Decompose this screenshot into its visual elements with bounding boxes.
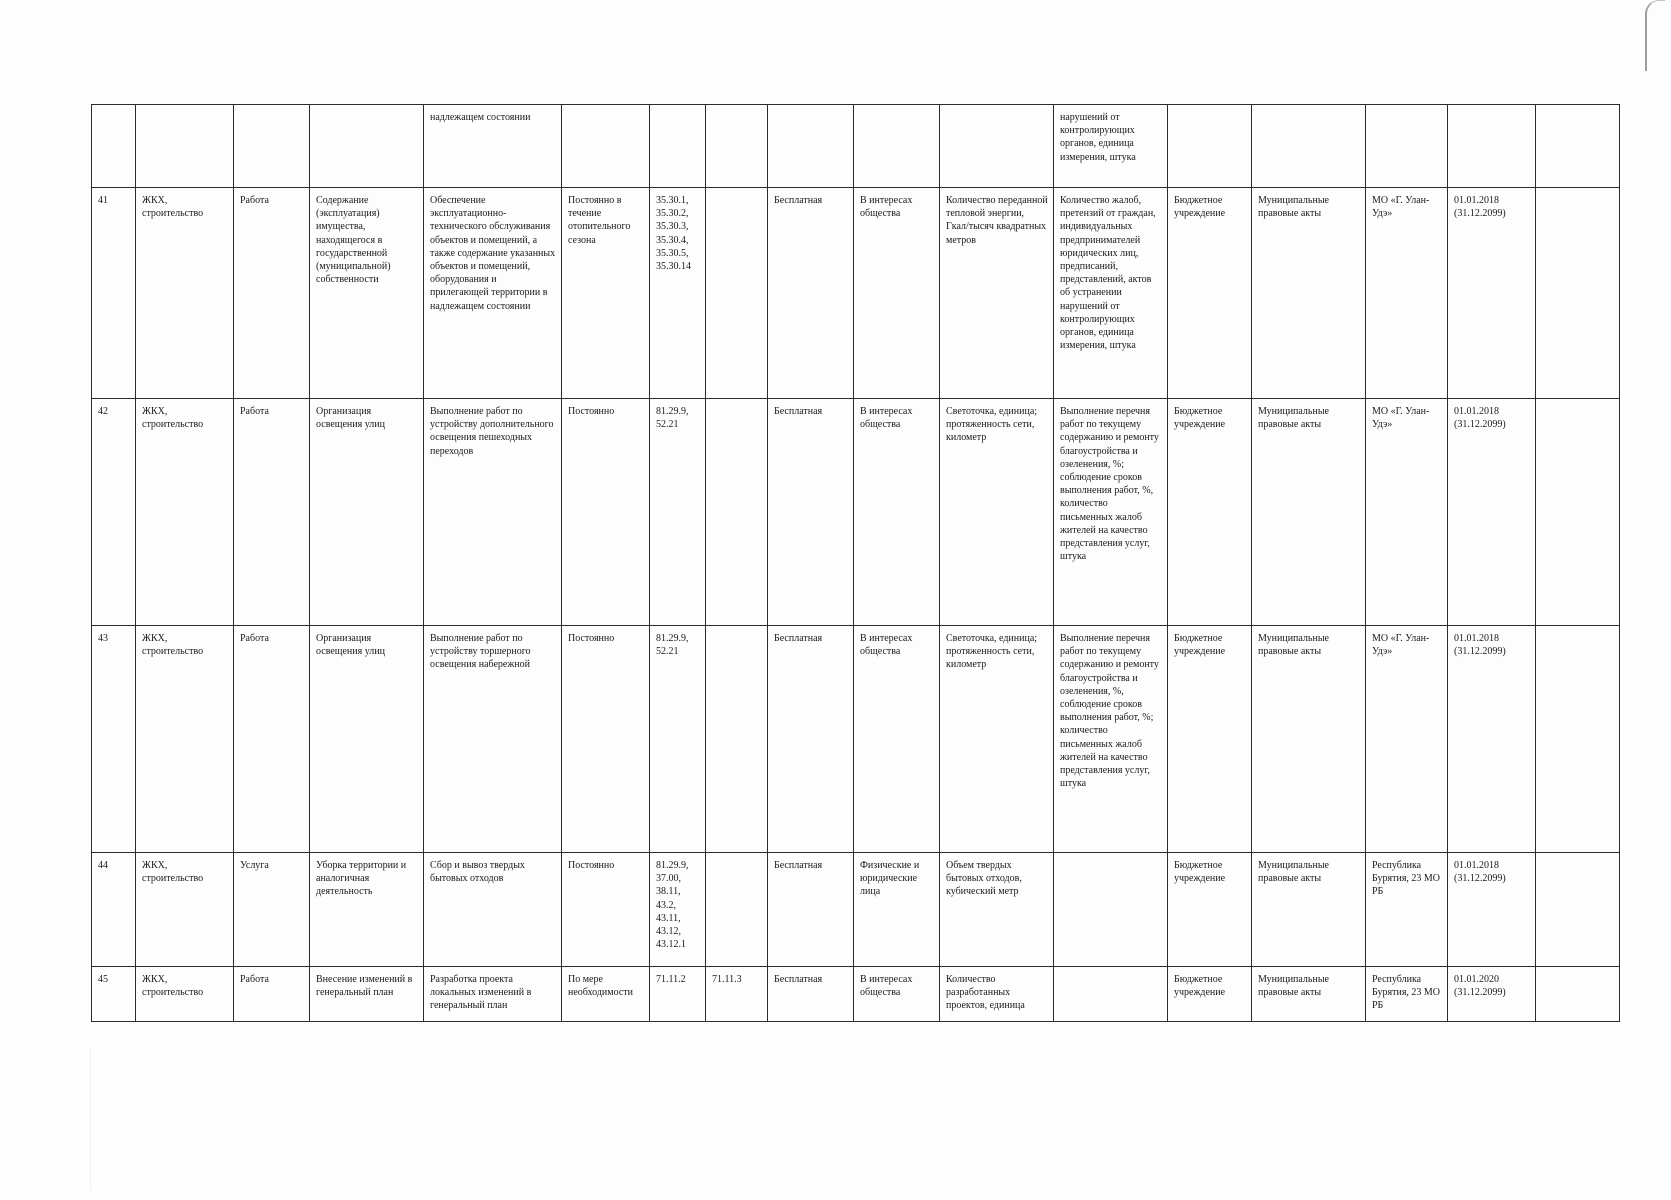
cell-payment: Бесплатная bbox=[768, 626, 854, 853]
cell-volume-indicator: Количество разработанных проектов, единица bbox=[940, 967, 1054, 1022]
cell-content: надлежащем состоянии bbox=[424, 105, 562, 188]
cell-volume-indicator: Объем твердых бытовых отходов, кубический метр bbox=[940, 853, 1054, 967]
cell-okved-1: 81.29.9, 52.21 bbox=[650, 399, 706, 626]
cell-okved-2 bbox=[706, 105, 768, 188]
cell-term: Постоянно bbox=[562, 626, 650, 853]
cell-recipients: В интересах общества bbox=[854, 626, 940, 853]
cell-okved-1: 71.11.2 bbox=[650, 967, 706, 1022]
table-row bbox=[92, 626, 1620, 853]
cell-legal-basis: Муниципальные правовые акты bbox=[1252, 967, 1366, 1022]
cell-empty bbox=[1536, 105, 1620, 188]
services-registry-table bbox=[91, 104, 1620, 1022]
cell-period: 01.01.2018 (31.12.2099) bbox=[1448, 188, 1536, 399]
cell-sphere: ЖКХ, строительство bbox=[136, 967, 234, 1022]
cell-payment: Бесплатная bbox=[768, 967, 854, 1022]
cell-volume-indicator: Количество переданной тепловой энергии, Гкал/тысяч квадратных метров bbox=[940, 188, 1054, 399]
cell-recipients: В интересах общества bbox=[854, 399, 940, 626]
cell-period bbox=[1448, 105, 1536, 188]
cell-payment: Бесплатная bbox=[768, 853, 854, 967]
cell-sphere: ЖКХ, строительство bbox=[136, 188, 234, 399]
cell-founder: МО «Г. Улан-Удэ» bbox=[1366, 626, 1448, 853]
cell-founder: Республика Бурятия, 23 МО РБ bbox=[1366, 853, 1448, 967]
cell-empty bbox=[1536, 188, 1620, 399]
cell-institution-type: Бюджетное учреждение bbox=[1168, 188, 1252, 399]
cell-institution-type: Бюджетное учреждение bbox=[1168, 853, 1252, 967]
cell-payment: Бесплатная bbox=[768, 399, 854, 626]
cell-quality-indicator: Количество жалоб, претензий от граждан, индивидуальных предпринимателей юридических лиц, предписаний, представлений, актов об устранении нарушений от контролирующих органов, единица измерения, штука bbox=[1054, 188, 1168, 399]
cell-volume-indicator: Светоточка, единица; протяженность сети, километр bbox=[940, 399, 1054, 626]
cell-institution-type: Бюджетное учреждение bbox=[1168, 967, 1252, 1022]
cell-empty bbox=[1536, 967, 1620, 1022]
cell-period: 01.01.2020 (31.12.2099) bbox=[1448, 967, 1536, 1022]
cell-payment bbox=[768, 105, 854, 188]
table-row bbox=[92, 853, 1620, 967]
cell-okved-1: 35.30.1, 35.30.2, 35.30.3, 35.30.4, 35.30.5, 35.30.14 bbox=[650, 188, 706, 399]
cell-number: 44 bbox=[92, 853, 136, 967]
cell-term: Постоянно bbox=[562, 399, 650, 626]
cell-quality-indicator: Выполнение перечня работ по текущему содержанию и ремонту благоустройства и озеленения, %, соблюдение сроков выполнения работ, %; количество письменных жалоб жителей на качество представления услуг, штука bbox=[1054, 626, 1168, 853]
cell-okved-2 bbox=[706, 853, 768, 967]
cell-legal-basis: Муниципальные правовые акты bbox=[1252, 626, 1366, 853]
cell-number: 45 bbox=[92, 967, 136, 1022]
cell-payment: Бесплатная bbox=[768, 188, 854, 399]
cell-term: Постоянно bbox=[562, 853, 650, 967]
cell-type: Работа bbox=[234, 399, 310, 626]
cell-quality-indicator: Выполнение перечня работ по текущему содержанию и ремонту благоустройства и озеленения, %; соблюдение сроков выполнения работ, %, количество письменных жалоб жителей на качество представления услуг, штука bbox=[1054, 399, 1168, 626]
cell-recipients bbox=[854, 105, 940, 188]
cell-period: 01.01.2018 (31.12.2099) bbox=[1448, 626, 1536, 853]
cell-quality-indicator: нарушений от контролирующих органов, единица измерения, штука bbox=[1054, 105, 1168, 188]
cell-name: Организация освещения улиц bbox=[310, 626, 424, 853]
cell-term: Постоянно в течение отопительного сезона bbox=[562, 188, 650, 399]
cell-legal-basis: Муниципальные правовые акты bbox=[1252, 399, 1366, 626]
cell-period: 01.01.2018 (31.12.2099) bbox=[1448, 399, 1536, 626]
cell-sphere: ЖКХ, строительство bbox=[136, 626, 234, 853]
cell-number: 41 bbox=[92, 188, 136, 399]
cell-type: Работа bbox=[234, 188, 310, 399]
cell-institution-type bbox=[1168, 105, 1252, 188]
cell-number bbox=[92, 105, 136, 188]
cell-founder: МО «Г. Улан-Удэ» bbox=[1366, 188, 1448, 399]
cell-content: Выполнение работ по устройству торшерного освещения набережной bbox=[424, 626, 562, 853]
cell-founder: Республика Бурятия, 23 МО РБ bbox=[1366, 967, 1448, 1022]
cell-period: 01.01.2018 (31.12.2099) bbox=[1448, 853, 1536, 967]
cell-name bbox=[310, 105, 424, 188]
cell-empty bbox=[1536, 626, 1620, 853]
cell-content: Разработка проекта локальных изменений в генеральный план bbox=[424, 967, 562, 1022]
cell-recipients: В интересах общества bbox=[854, 967, 940, 1022]
cell-type bbox=[234, 105, 310, 188]
cell-founder bbox=[1366, 105, 1448, 188]
cell-quality-indicator bbox=[1054, 853, 1168, 967]
cell-type: Услуга bbox=[234, 853, 310, 967]
cell-okved-1 bbox=[650, 105, 706, 188]
table-row bbox=[92, 399, 1620, 626]
cell-content: Выполнение работ по устройству дополнительного освещения пешеходных переходов bbox=[424, 399, 562, 626]
cell-sphere bbox=[136, 105, 234, 188]
cell-empty bbox=[1536, 853, 1620, 967]
scan-page-edge bbox=[1645, 0, 1665, 71]
cell-sphere: ЖКХ, строительство bbox=[136, 399, 234, 626]
cell-okved-2 bbox=[706, 188, 768, 399]
cell-legal-basis bbox=[1252, 105, 1366, 188]
cell-recipients: Физические и юридические лица bbox=[854, 853, 940, 967]
cell-sphere: ЖКХ, строительство bbox=[136, 853, 234, 967]
cell-founder: МО «Г. Улан-Удэ» bbox=[1366, 399, 1448, 626]
cell-okved-2: 71.11.3 bbox=[706, 967, 768, 1022]
cell-okved-2 bbox=[706, 626, 768, 853]
cell-institution-type: Бюджетное учреждение bbox=[1168, 399, 1252, 626]
cell-number: 43 bbox=[92, 626, 136, 853]
cell-okved-2 bbox=[706, 399, 768, 626]
cell-term: По мере необходимости bbox=[562, 967, 650, 1022]
cell-legal-basis: Муниципальные правовые акты bbox=[1252, 853, 1366, 967]
cell-name: Содержание (эксплуатация) имущества, находящегося в государственной (муниципальной) собственности bbox=[310, 188, 424, 399]
table-row bbox=[92, 188, 1620, 399]
cell-recipients: В интересах общества bbox=[854, 188, 940, 399]
cell-name: Внесение изменений в генеральный план bbox=[310, 967, 424, 1022]
cell-content: Обеспечение эксплуатационно-технического обслуживания объектов и помещений, а также содержание указанных объектов и помещений, оборудования и прилегающей территории в надлежащем состоянии bbox=[424, 188, 562, 399]
table-row bbox=[92, 105, 1620, 188]
cell-legal-basis: Муниципальные правовые акты bbox=[1252, 188, 1366, 399]
scan-artifact bbox=[90, 1050, 161, 1190]
cell-type: Работа bbox=[234, 967, 310, 1022]
cell-empty bbox=[1536, 399, 1620, 626]
cell-okved-1: 81.29.9, 52.21 bbox=[650, 626, 706, 853]
cell-okved-1: 81.29.9, 37.00, 38.11, 43.2, 43.11, 43.12, 43.12.1 bbox=[650, 853, 706, 967]
cell-volume-indicator bbox=[940, 105, 1054, 188]
cell-institution-type: Бюджетное учреждение bbox=[1168, 626, 1252, 853]
cell-name: Уборка территории и аналогичная деятельность bbox=[310, 853, 424, 967]
cell-term bbox=[562, 105, 650, 188]
cell-number: 42 bbox=[92, 399, 136, 626]
cell-volume-indicator: Светоточка, единица; протяженность сети, километр bbox=[940, 626, 1054, 853]
cell-name: Организация освещения улиц bbox=[310, 399, 424, 626]
cell-content: Сбор и вывоз твердых бытовых отходов bbox=[424, 853, 562, 967]
cell-type: Работа bbox=[234, 626, 310, 853]
cell-quality-indicator bbox=[1054, 967, 1168, 1022]
table-row bbox=[92, 967, 1620, 1022]
